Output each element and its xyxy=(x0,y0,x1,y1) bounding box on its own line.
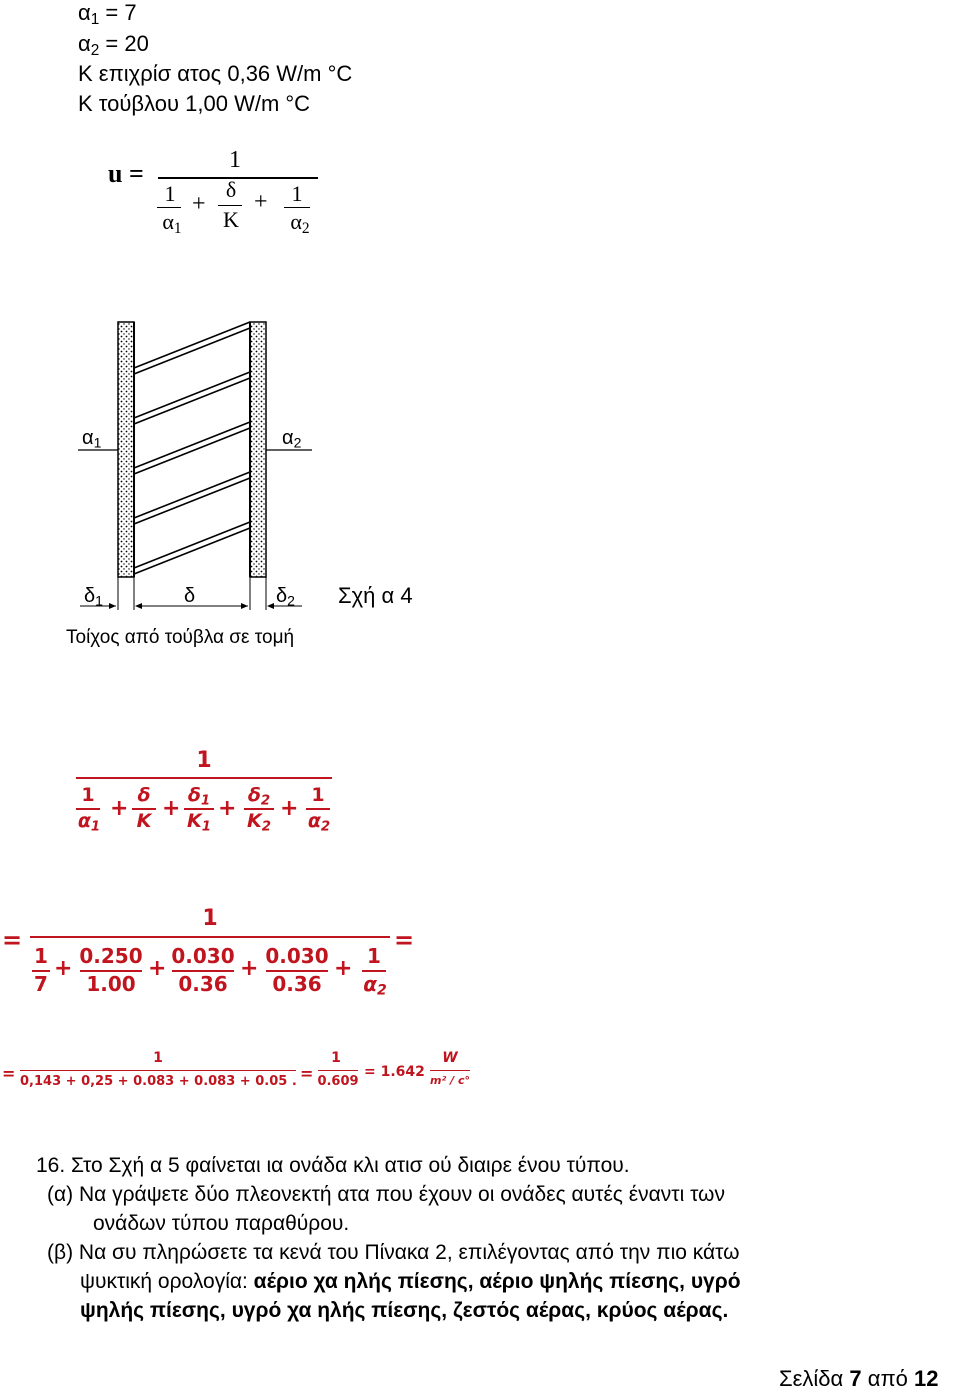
brick-hatching xyxy=(134,322,250,574)
formula3-t1-den: 7 xyxy=(34,972,48,996)
formula-u-t3-num: 1 xyxy=(291,181,303,206)
formula4-eq-1: = xyxy=(2,1064,16,1083)
formula-u-t3-bar xyxy=(284,207,310,208)
formula4-unit-num: W xyxy=(442,1050,458,1066)
formula3-t5-num: 1 xyxy=(367,944,381,968)
label-delta: δ xyxy=(184,585,196,607)
formula2-t2-den: K xyxy=(136,810,152,832)
formula3-t2-den: 1.00 xyxy=(86,972,136,996)
question-16b-line-2 xyxy=(80,1271,741,1292)
formula4-result: = 1.642 xyxy=(364,1064,425,1080)
formula4-f1-num: 1 xyxy=(153,1050,163,1066)
wall-cross-section-figure xyxy=(0,310,440,670)
formula3-eq-left: = xyxy=(2,926,23,954)
formula4-f1-bar xyxy=(20,1070,296,1071)
given-k-plaster: Κ επιχρίσ ατος 0,36 W/m °C xyxy=(78,61,353,86)
formula3-numerator: 1 xyxy=(202,906,218,931)
formula2-t5-num: 1 xyxy=(311,784,325,806)
given-alpha1: $\alpha_1 = 7$ xyxy=(78,0,137,28)
formula-u-t2-den: K xyxy=(223,207,239,232)
formula3-t2-num: 0.250 xyxy=(79,944,143,968)
formula-u-plus-2: + xyxy=(254,189,268,215)
formula-u-t1-num: 1 xyxy=(164,181,176,206)
formula2-numerator: 1 xyxy=(196,748,212,773)
formula3-t4-den: 0.36 xyxy=(272,972,322,996)
question-16-line-1: 16. Στο Σχή α 5 φαίνεται ια ονάδα κλι ατισ ού διαιρε ένου τύπου. xyxy=(36,1154,630,1177)
page-total: 12 xyxy=(913,1366,939,1391)
formula4-unit-den: m² / c° xyxy=(430,1074,470,1087)
formula2-fraction-bar xyxy=(76,777,332,779)
formula-u-t2-num: δ xyxy=(225,177,237,202)
given-k-brick: Κ τούβλου 1,00 W/m °C xyxy=(78,91,311,116)
formula2-t3-num: $\delta_1$ xyxy=(187,784,211,809)
formula-u-generic xyxy=(70,746,350,846)
figure-number: Σχή α 4 xyxy=(338,583,413,608)
question-16b-terms-part-1: αέριο χα ηλής πίεσης, αέριο ψηλής πίεσης, υγρό xyxy=(253,1270,741,1293)
formula2-plus-4: + xyxy=(280,796,299,821)
formula-u-t3-den: $\alpha_2$ xyxy=(290,209,310,237)
formula2-t1-den: $\alpha_1$ xyxy=(77,810,101,835)
formula-u-substituted xyxy=(0,904,430,1004)
formula4-f2-bar xyxy=(318,1070,358,1071)
formula4-f1-den: 0,143 + 0,25 + 0.083 + 0.083 + 0.05 . xyxy=(20,1074,297,1089)
formula3-plus-1: + xyxy=(54,956,73,981)
page-footer: Σελίδα 7 από 12 xyxy=(779,1366,939,1391)
formula2-plus-3: + xyxy=(218,796,237,821)
formula3-plus-3: + xyxy=(240,956,259,981)
formula2-t4-den: $K_2$ xyxy=(247,810,271,835)
formula2-t1-num: 1 xyxy=(81,784,95,806)
formula4-eq-2: = xyxy=(300,1064,314,1083)
formula2-plus-1: + xyxy=(110,796,129,821)
figure-caption: Τοίχος από τούβλα σε τομή xyxy=(66,627,295,648)
given-alpha2: $\alpha_2 = 20$ xyxy=(78,31,149,59)
formula4-f2-num: 1 xyxy=(331,1050,341,1066)
label-alpha2: $\alpha_2$ xyxy=(282,427,302,451)
formula3-t1-num: 1 xyxy=(34,944,48,968)
label-delta2: $\delta_2$ xyxy=(276,585,295,609)
formula2-t3-den: $K_1$ xyxy=(187,810,211,835)
formula3-plus-4: + xyxy=(334,956,353,981)
formula3-fraction-bar xyxy=(30,936,390,938)
question-16a-line-2: ονάδων τύπου παραθύρου. xyxy=(93,1212,350,1235)
formula-u-t1-den: $\alpha_1$ xyxy=(162,209,182,237)
formula4-f2-den: 0.609 xyxy=(317,1074,359,1089)
label-alpha1: $\alpha_1$ xyxy=(82,427,102,451)
page-number: 7 xyxy=(849,1366,862,1391)
formula3-t4-num: 0.030 xyxy=(265,944,329,968)
formula3-plus-2: + xyxy=(148,956,167,981)
formula-u-t1-bar xyxy=(157,207,181,208)
formula-u xyxy=(100,145,330,245)
formula2-t4-num: $\delta_2$ xyxy=(247,784,271,809)
formula3-eq-right: = xyxy=(394,926,415,954)
label-delta1: $\delta_1$ xyxy=(84,585,103,609)
formula2-t5-den: $\alpha_2$ xyxy=(307,810,331,835)
formula-u-lhs: u = xyxy=(108,159,144,188)
question-16b-line-1: (β) Να συ πληρώσετε τα κενά του Πίνακα 2, επιλέγοντας από την πιο κάτω xyxy=(47,1241,740,1264)
formula2-plus-2: + xyxy=(162,796,181,821)
question-16b-terminology-label: ψυκτική ορολογία: xyxy=(80,1270,254,1293)
formula4-unit-bar xyxy=(430,1070,470,1071)
formula-u-numerator: 1 xyxy=(229,147,241,173)
plaster-layer-left xyxy=(118,322,134,577)
question-16a-line-1: (α) Να γράψετε δύο πλεονεκτή ατα που έχουν οι ονάδες αυτές έναντι των xyxy=(47,1183,725,1206)
formula3-t3-num: 0.030 xyxy=(171,944,235,968)
question-16b-terms-part-2: ψηλής πίεσης, υγρό χα ηλής πίεσης, ζεστός αέρας, κρύος αέρας. xyxy=(80,1299,729,1322)
formula3-t3-den: 0.36 xyxy=(178,972,228,996)
formula2-t2-num: δ xyxy=(137,784,151,806)
formula3-t5-den: $\alpha_2$ xyxy=(363,972,387,999)
formula-u-plus-1: + xyxy=(192,191,206,217)
formula-u-t2-bar xyxy=(218,205,242,206)
formula-u-result xyxy=(0,1046,480,1096)
plaster-layer-right xyxy=(250,322,266,577)
